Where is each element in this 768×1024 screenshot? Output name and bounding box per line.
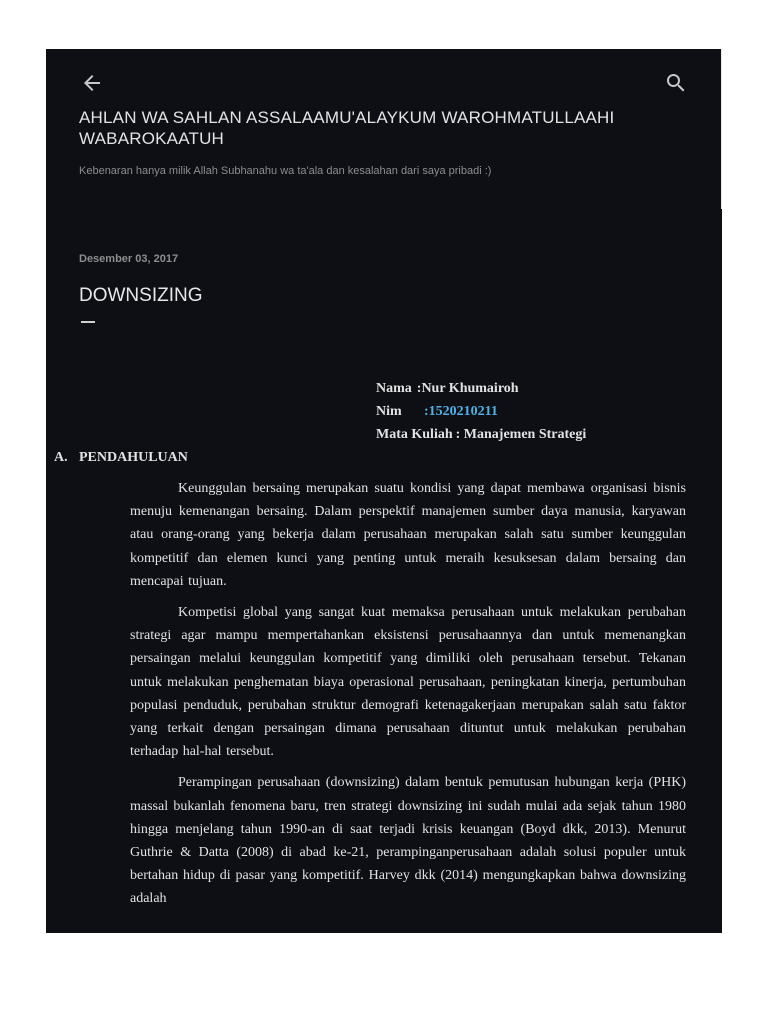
search-button[interactable] bbox=[664, 71, 688, 95]
blog-description: Kebenaran hanya milik Allah Subhanahu wa ta'ala dan kesalahan dari saya pribadi :) bbox=[79, 165, 492, 177]
arrow-left-icon bbox=[80, 71, 104, 95]
matkul-label: Mata Kuliah bbox=[376, 427, 453, 442]
matkul-value: : Manajemen Strategi bbox=[455, 427, 587, 442]
section-number: A. bbox=[54, 450, 68, 465]
info-row-matkul bbox=[376, 423, 696, 446]
title-underline bbox=[81, 321, 95, 323]
section-title: PENDAHULUAN bbox=[79, 450, 188, 465]
post-title: DOWNSIZING bbox=[79, 285, 203, 306]
nama-value: :Nur Khumairoh bbox=[416, 381, 519, 396]
section-heading bbox=[54, 448, 188, 468]
info-row-nama bbox=[376, 377, 696, 400]
post-date-link[interactable]: Desember 03, 2017 bbox=[79, 253, 179, 265]
paragraph-1: Keunggulan bersaing merupakan suatu kondisi yang dapat membawa organisasi bisnis menuju kemenangan bersaing. Dalam perspektif manajemen sumber daya manusia, karyawan atau orang-orang yang bekerja dalam perusahaan merupakan salah satu sumber keunggulan kompetitif dan elemen kunci yang penting untuk meraih kesuksesan dalam bersaing dan mencapai tujuan. bbox=[130, 481, 686, 589]
post-content bbox=[130, 477, 686, 919]
nama-label: Nama bbox=[376, 381, 412, 396]
nim-label: Nim bbox=[376, 404, 402, 419]
back-button[interactable] bbox=[80, 71, 104, 95]
nim-value-link[interactable]: :1520210211 bbox=[424, 404, 498, 419]
search-icon bbox=[664, 71, 688, 95]
paragraph-3: Perampingan perusahaan (downsizing) dalam bentuk pemutusan hubungan kerja (PHK) massal bukanlah fenomena baru, tren strategi downsizing ini sudah mulai ada sejak tahun 1980 hingga menjelang tahun 1990-an di saat terjadi krisis keuangan (Boyd dkk, 2013). Menurut Guthrie & Datta (2008) di abad ke-21, perampinganperusahaan adalah solusi populer untuk bertahan hidup di pasar yang kompetitif. Harvey dkk (2014) mengungkapkan bahwa downsizing adalah bbox=[130, 775, 686, 907]
blog-title-link[interactable]: AHLAN WA SAHLAN ASSALAAMU'ALAYKUM WAROHMATULLAAHI WABAROKAATUH bbox=[79, 108, 615, 148]
blog-frame bbox=[46, 49, 722, 933]
page-edge bbox=[721, 49, 722, 209]
info-row-nim bbox=[376, 400, 696, 423]
student-info bbox=[376, 377, 696, 446]
paragraph-2: Kompetisi global yang sangat kuat memaksa perusahaan untuk melakukan perubahan strategi agar mampu mempertahankan eksistensi perusahaannya dan untuk memenangkan persaingan melalui keunggulan kompetitif yang dimiliki oleh perusahaan tersebut. Tekanan untuk melakukan penghematan biaya operasional perusahaan, peningkatan kinerja, pertumbuhan populasi penduduk, perubahan struktur demografi ketenagakerjaan merupakan salah satu faktor yang terkait dengan persaingan dimana perusahaan dituntut untuk melakukan perubahan terhadap hal-hal tersebut. bbox=[130, 605, 686, 760]
